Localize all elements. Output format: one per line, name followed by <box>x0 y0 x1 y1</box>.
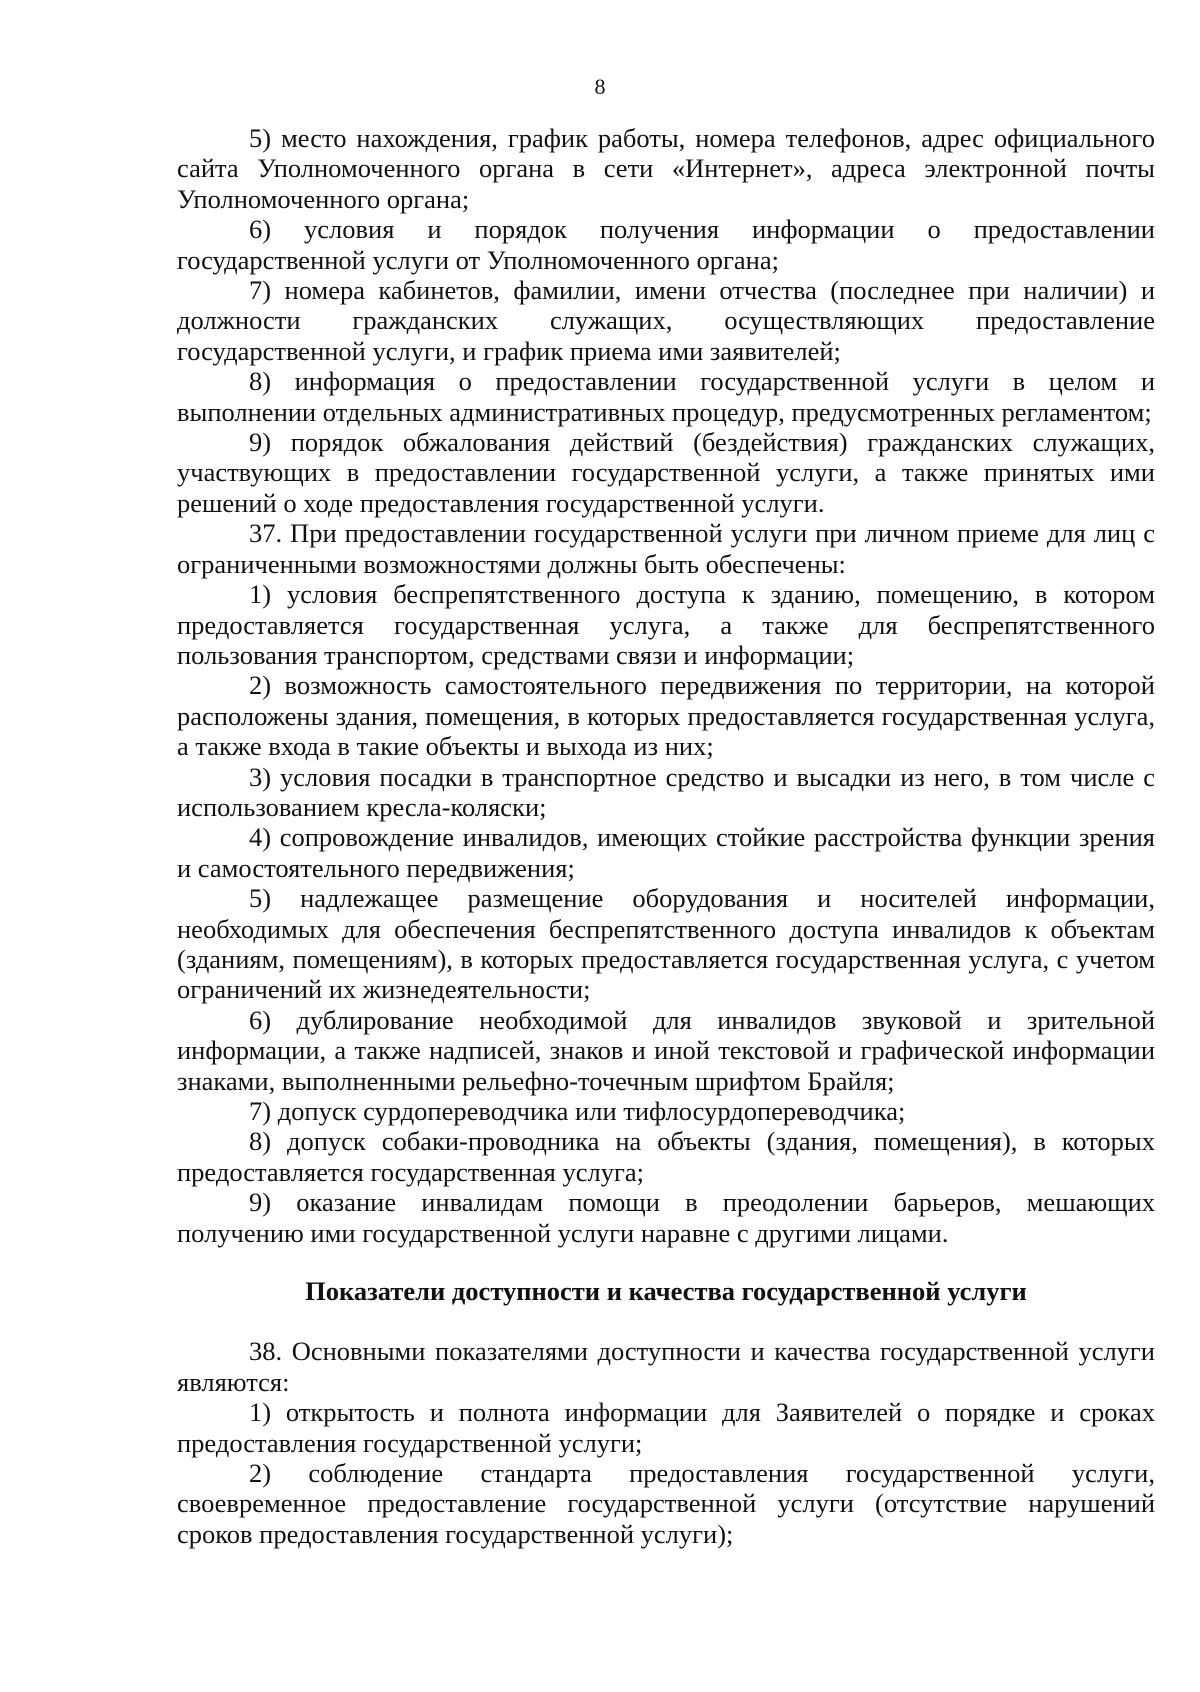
paragraph-37-item-1: 1) условия беспрепятственного доступа к зданию, помещению, в котором предоставляется государственная услуга, а также для беспрепятственного пользования транспортом, средствами связи и информации; <box>177 579 1155 670</box>
page-number: 8 <box>594 74 606 99</box>
paragraph-37-item-2: 2) возможность самостоятельного передвижения по территории, на которой расположены здания, помещения, в которых предоставляется государственная услуга, а также входа в такие объекты и выхода из них; <box>177 670 1155 762</box>
paragraph-item-6-conditions: 6) условия и порядок получения информации о предоставлении государственной услуги от Уполномоченного органа; <box>177 214 1155 275</box>
section-heading: Показатели доступности и качества государственной услуги <box>305 1276 1027 1307</box>
paragraph-37-item-6: 6) дублирование необходимой для инвалидов звуковой и зрительной информации, а также надписей, знаков и иной текстовой и графической информации знаками, выполненными рельефно-точечным шрифтом Брайля; <box>177 1004 1155 1096</box>
paragraph-38-item-2: 2) соблюдение стандарта предоставления государственной услуги, своевременное предоставление государственной услуги (отсутствие нарушений сроков предоставления государственной услуги); <box>177 1458 1155 1549</box>
paragraph-item-8-information: 8) информация о предоставлении государственной услуги в целом и выполнении отдельных административных процедур, предусмотренных регламентом; <box>177 366 1155 427</box>
paragraph-37-item-4: 4) сопровождение инвалидов, имеющих стойкие расстройства функции зрения и самостоятельного передвижения; <box>177 822 1155 883</box>
paragraph-37-item-9: 9) оказание инвалидам помощи в преодолении барьеров, мешающих получению ими государственной услуги наравне с другими лицами. <box>177 1187 1155 1248</box>
paragraph-37-item-8: 8) допуск собаки-проводника на объекты (здания, помещения), в которых предоставляется государственная услуга; <box>177 1126 1155 1187</box>
paragraph-37-item-3: 3) условия посадки в транспортное средство и высадки из него, в том числе с использованием кресла-коляски; <box>177 761 1155 822</box>
document-body <box>177 123 1155 1549</box>
paragraph-37-item-5: 5) надлежащее размещение оборудования и носителей информации, необходимых для обеспечения беспрепятственного доступа инвалидов к объектам (зданиям, помещениям), в которых предоставляется государственная услуга, с учетом ограничений их жизнедеятельности; <box>177 883 1155 1005</box>
paragraph-38-item-1: 1) открытость и полнота информации для Заявителей о порядке и сроках предоставления государственной услуги; <box>177 1397 1155 1458</box>
paragraph-37-item-7: 7) допуск сурдопереводчика или тифлосурдопереводчика; <box>249 1096 906 1126</box>
paragraph-item-5-location: 5) место нахождения, график работы, номера телефонов, адрес официального сайта Уполномоченного органа в сети «Интернет», адреса электронной почты Уполномоченного органа; <box>177 123 1155 214</box>
paragraph-item-9-appeal: 9) порядок обжалования действий (бездействия) гражданских служащих, участвующих в предоставлении государственной услуги, а также принятых ими решений о ходе предоставления государственной услуги. <box>177 427 1155 518</box>
paragraph-clause-38: 38. Основными показателями доступности и качества государственной услуги являются: <box>177 1336 1155 1397</box>
paragraph-item-7-offices: 7) номера кабинетов, фамилии, имени отчества (последнее при наличии) и должности гражданских служащих, осуществляющих предоставление государственной услуги, и график приема ими заявителей; <box>177 275 1155 366</box>
paragraph-clause-37: 37. При предоставлении государственной услуги при личном приеме для лиц с ограниченными возможностями должны быть обеспечены: <box>177 518 1155 579</box>
